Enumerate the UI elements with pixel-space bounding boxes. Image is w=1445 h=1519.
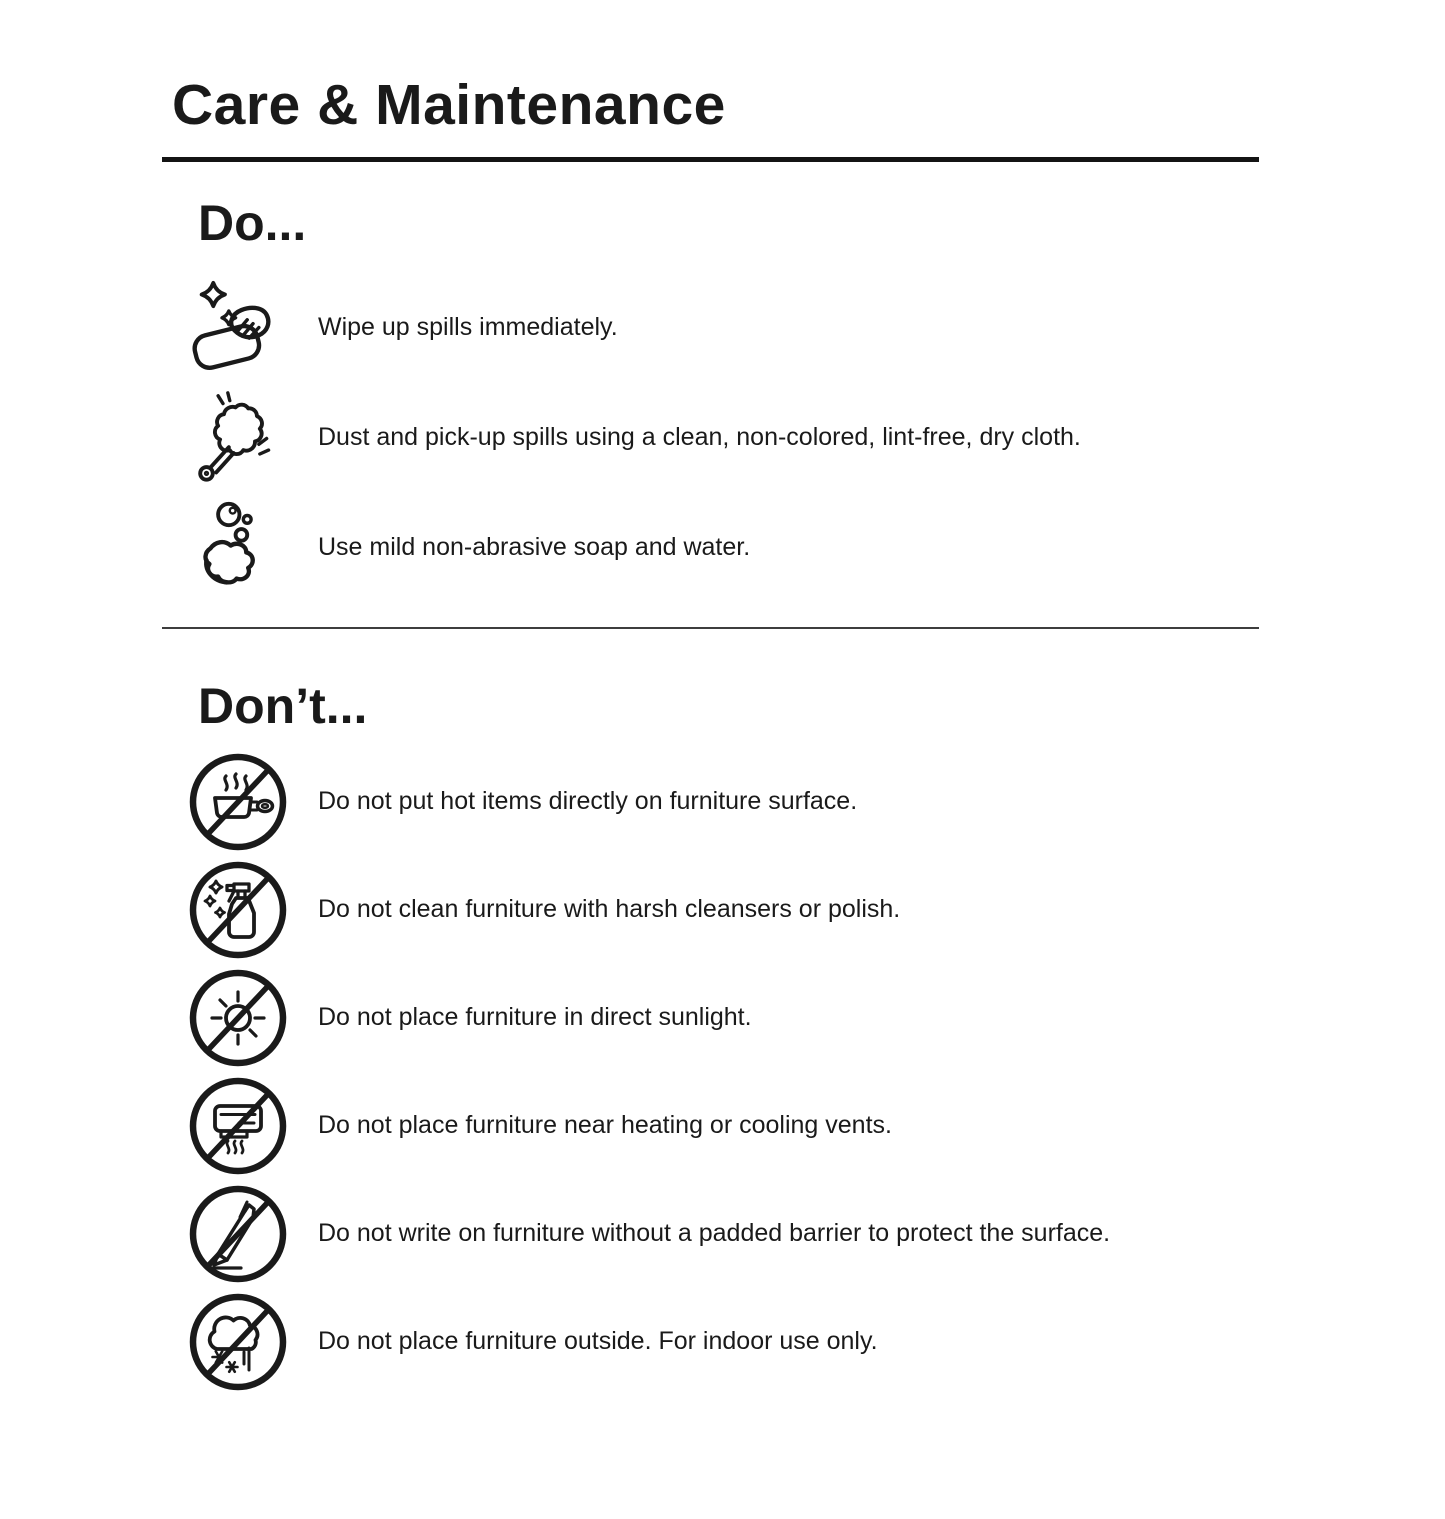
- dont-item-row: [0, 856, 1445, 964]
- no-direct-sunlight-icon: [188, 968, 288, 1068]
- care-maintenance-page: [0, 74, 1445, 1519]
- title-rule: [162, 157, 1259, 162]
- item-text: Do not place furniture outside. For indoor use only.: [318, 1327, 878, 1356]
- no-outdoor-use-icon: [188, 1292, 288, 1392]
- dont-section: [0, 679, 1445, 1396]
- dont-item-row: [0, 748, 1445, 856]
- do-item-row: [0, 273, 1445, 383]
- no-hot-items-icon: [188, 752, 288, 852]
- no-heating-cooling-vents-icon: [188, 1076, 288, 1176]
- soap-bubbles-icon: [188, 498, 288, 598]
- dont-item-row: [0, 1288, 1445, 1396]
- do-heading: Do...: [198, 194, 307, 251]
- do-item-row: [0, 493, 1445, 603]
- item-text: Do not put hot items directly on furniture surface.: [318, 787, 858, 816]
- do-section: [0, 196, 1445, 603]
- wipe-sparkle-icon: [188, 278, 288, 378]
- item-text: Do not place furniture in direct sunlight.: [318, 1003, 752, 1032]
- item-text: Wipe up spills immediately.: [318, 313, 618, 342]
- item-text: Dust and pick-up spills using a clean, non-colored, lint-free, dry cloth.: [318, 423, 1081, 452]
- item-text: Do not write on furniture without a padded barrier to protect the surface.: [318, 1219, 1111, 1248]
- item-text: Do not place furniture near heating or cooling vents.: [318, 1111, 892, 1140]
- feather-duster-icon: [188, 388, 288, 488]
- no-harsh-cleansers-icon: [188, 860, 288, 960]
- page-title: Care & Maintenance: [172, 73, 726, 137]
- dont-heading: Don’t...: [198, 677, 368, 734]
- dont-item-row: [0, 1180, 1445, 1288]
- section-divider: [162, 627, 1259, 629]
- dont-item-row: [0, 1072, 1445, 1180]
- dont-item-list: [0, 748, 1445, 1396]
- no-writing-icon: [188, 1184, 288, 1284]
- do-item-row: [0, 383, 1445, 493]
- item-text: Use mild non-abrasive soap and water.: [318, 533, 751, 562]
- item-text: Do not clean furniture with harsh cleansers or polish.: [318, 895, 901, 924]
- dont-item-row: [0, 964, 1445, 1072]
- do-item-list: [0, 273, 1445, 603]
